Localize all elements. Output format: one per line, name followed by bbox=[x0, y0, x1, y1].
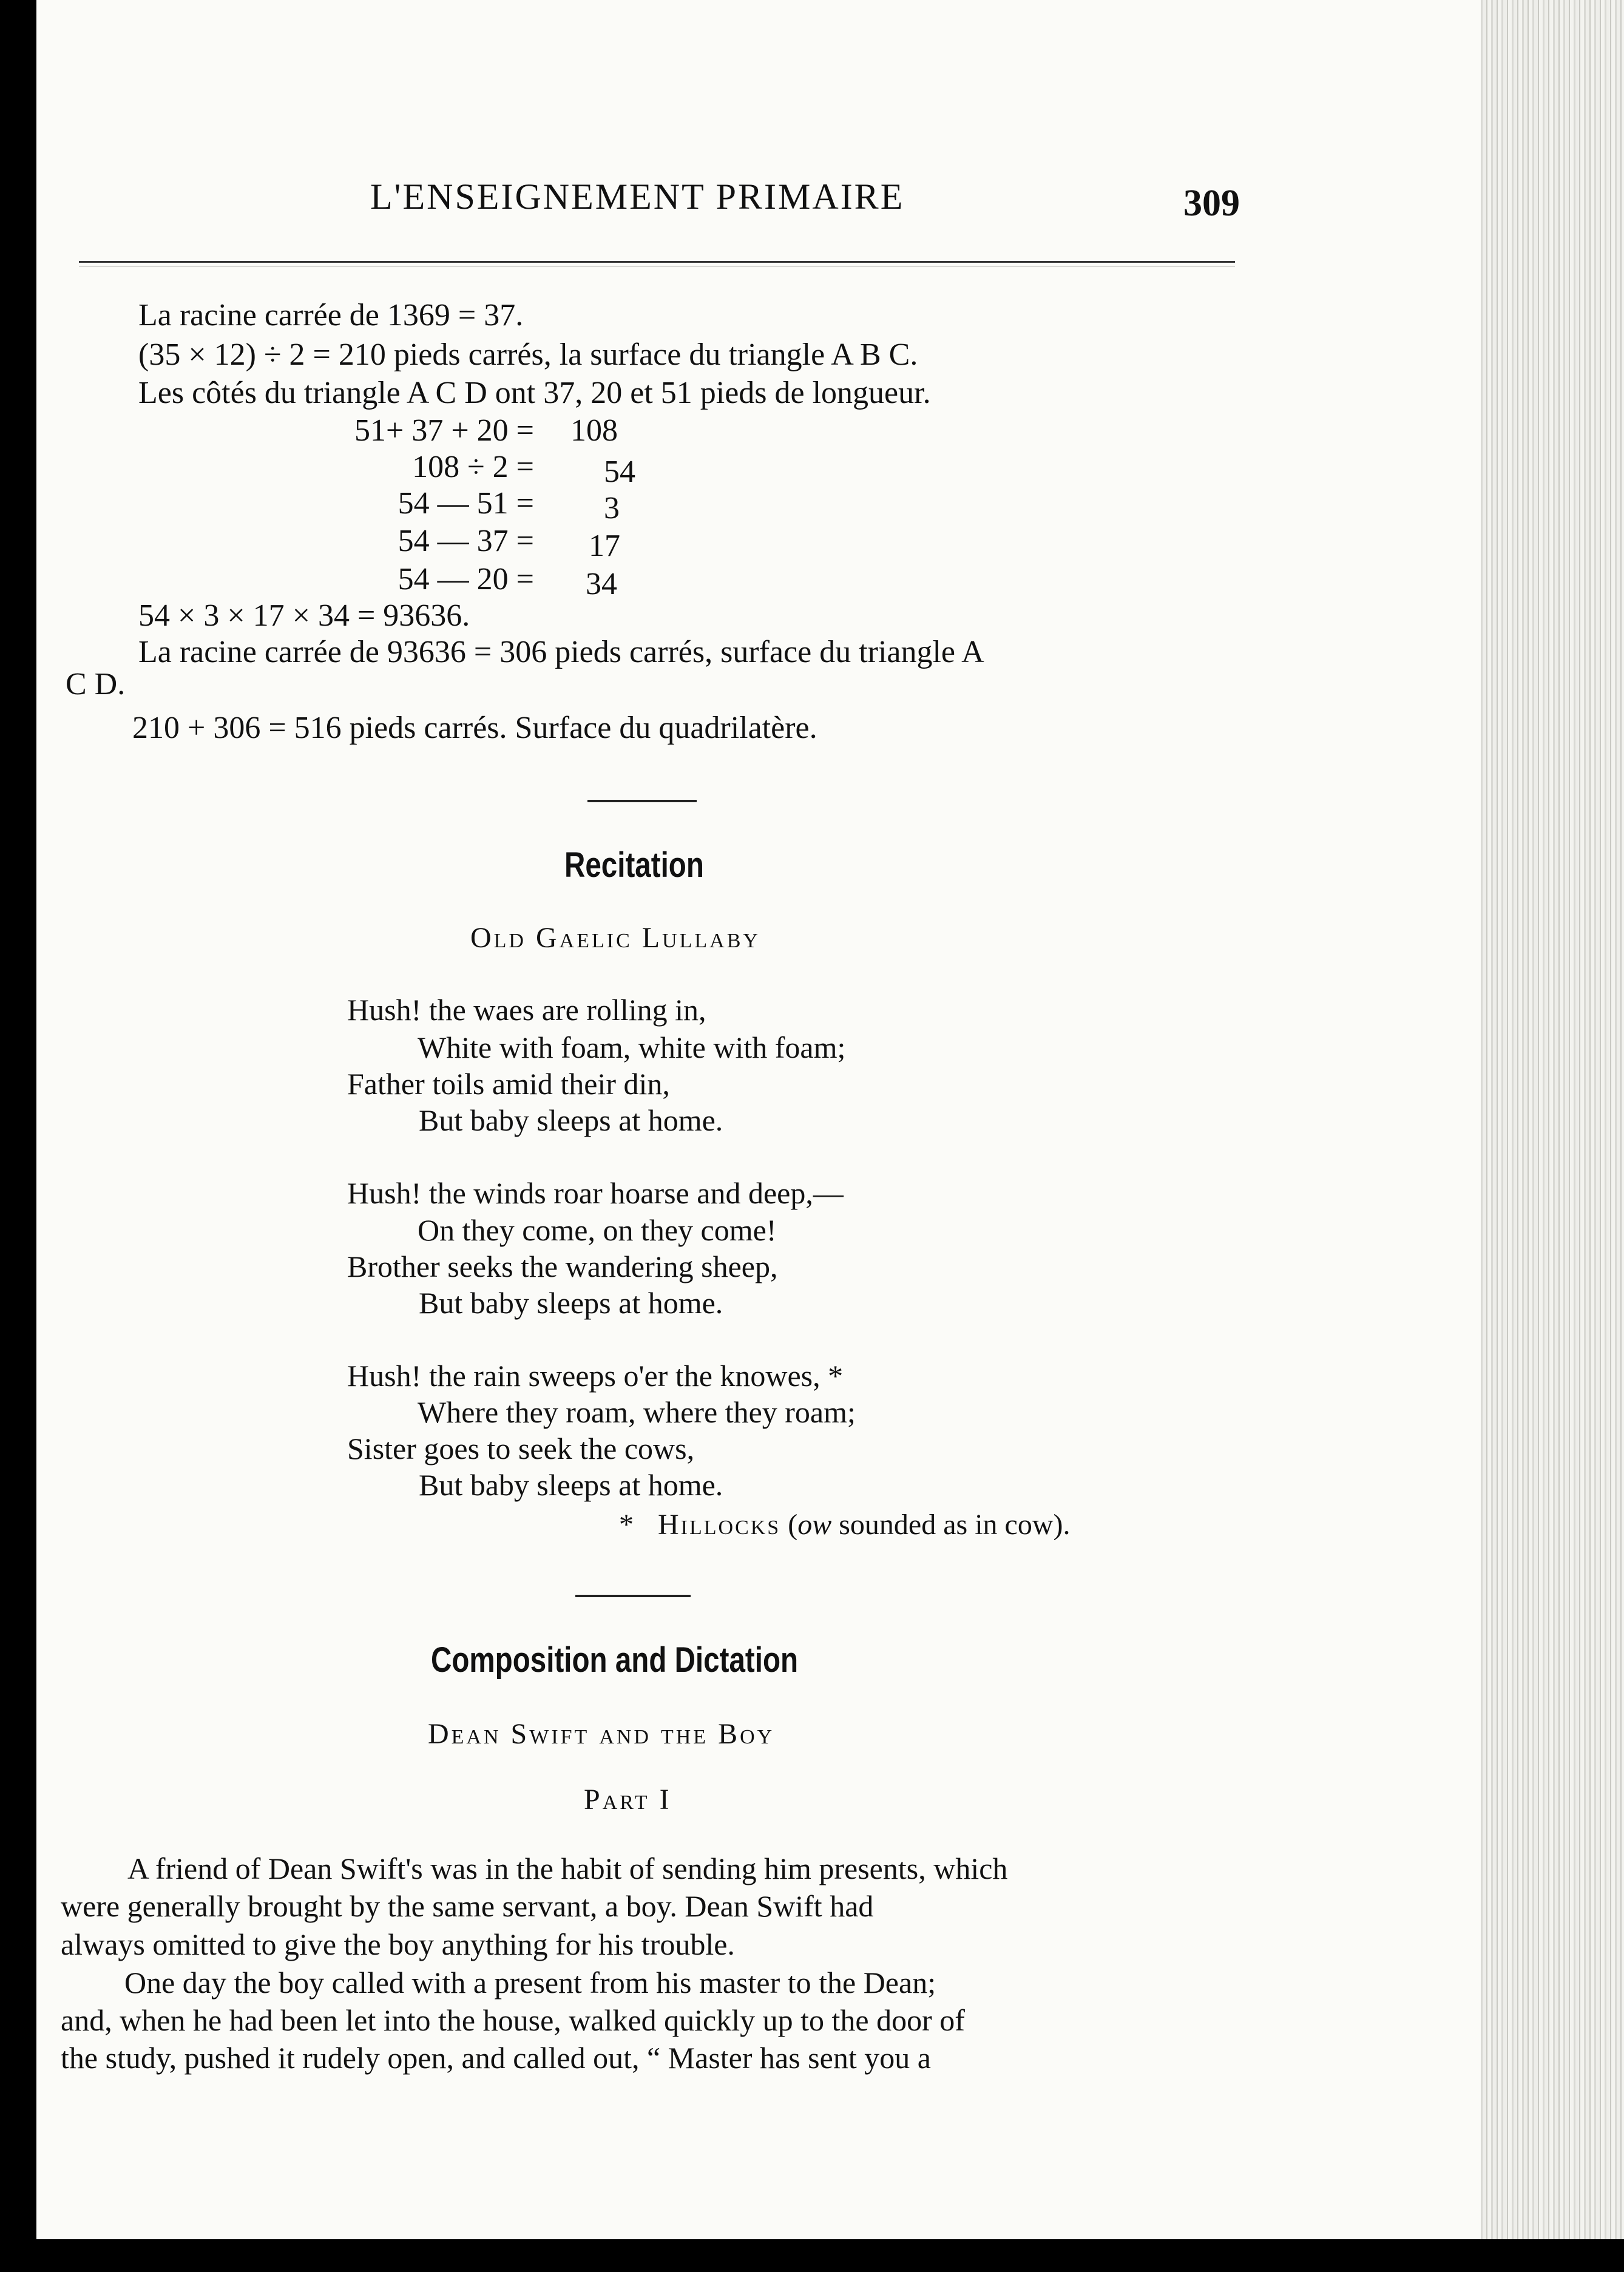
poem-line: Brother seeks the wandering sheep, bbox=[347, 1249, 778, 1283]
poem-line: Hush! the rain sweeps o'er the knowes, * bbox=[347, 1359, 844, 1393]
poem-line: White with foam, white with foam; bbox=[418, 1030, 846, 1064]
paragraph-line: and, when he had been let into the house, walked quickly up to the door of bbox=[61, 2003, 965, 2037]
header-rule bbox=[79, 261, 1235, 263]
book-gutter bbox=[1481, 0, 1624, 2272]
paragraph-line: always omitted to give the boy anything for his trouble. bbox=[61, 1927, 735, 1961]
calc-right-5: 34 bbox=[586, 567, 617, 601]
footnote-word: Hillocks bbox=[658, 1509, 781, 1541]
poem-title: Old Gaelic Lullaby bbox=[470, 922, 760, 954]
recitation-heading: Recitation bbox=[564, 845, 704, 885]
footnote-ow: ow bbox=[797, 1509, 832, 1541]
running-title: L'ENSEIGNEMENT PRIMAIRE bbox=[370, 177, 905, 217]
composition-heading: Composition and Dictation bbox=[431, 1640, 799, 1680]
calc-right-1: 108 bbox=[570, 413, 618, 448]
math-root: La racine carrée de 93636 = 306 pieds carrés, surface du triangle A bbox=[138, 635, 984, 669]
calc-left-4: 54 — 37 = bbox=[398, 524, 534, 558]
poem-footnote bbox=[619, 1508, 1070, 1541]
poem-line: But baby sleeps at home. bbox=[419, 1103, 723, 1137]
footnote-rest: sounded as in cow). bbox=[831, 1509, 1071, 1541]
math-root-cont: C D. bbox=[66, 667, 126, 702]
story-part: Part I bbox=[584, 1783, 672, 1816]
poem-line: Father toils amid their din, bbox=[347, 1067, 670, 1101]
footnote-paren: ( bbox=[788, 1509, 798, 1541]
math-product: 54 × 3 × 17 × 34 = 93636. bbox=[138, 598, 470, 633]
poem-line: But baby sleeps at home. bbox=[419, 1468, 723, 1502]
paragraph-line: One day the boy called with a present from his master to the Dean; bbox=[124, 1966, 936, 2000]
footnote-star: * bbox=[619, 1509, 634, 1541]
math-line-1: La racine carrée de 1369 = 37. bbox=[138, 298, 524, 333]
poem-line: Hush! the winds roar hoarse and deep,— bbox=[347, 1176, 844, 1210]
section-divider bbox=[575, 1595, 691, 1597]
section-divider bbox=[587, 800, 697, 802]
calc-right-4: 17 bbox=[589, 529, 620, 563]
poem-line: But baby sleeps at home. bbox=[419, 1286, 723, 1320]
calc-right-2: 54 bbox=[604, 455, 635, 489]
poem-line: On they come, on they come! bbox=[418, 1213, 777, 1247]
scan-border bbox=[0, 2239, 1624, 2272]
calc-left-3: 54 — 51 = bbox=[398, 486, 534, 521]
calc-left-5: 54 — 20 = bbox=[398, 562, 534, 597]
paragraph-line: A friend of Dean Swift's was in the habit of sending him presents, which bbox=[127, 1851, 1008, 1885]
page-number: 309 bbox=[1183, 183, 1240, 224]
story-title: Dean Swift and the Boy bbox=[428, 1718, 775, 1750]
calc-left-2: 108 ÷ 2 = bbox=[412, 450, 534, 484]
poem-line: Hush! the waes are rolling in, bbox=[347, 993, 706, 1027]
math-line-2: (35 × 12) ÷ 2 = 210 pieds carrés, la surface du triangle A B C. bbox=[138, 337, 918, 372]
paragraph-line: were generally brought by the same servant, a boy. Dean Swift had bbox=[61, 1889, 874, 1923]
calc-right-3: 3 bbox=[604, 491, 620, 526]
poem-line: Where they roam, where they roam; bbox=[418, 1395, 856, 1429]
paragraph-line: the study, pushed it rudely open, and called out, “ Master has sent you a bbox=[61, 2041, 931, 2075]
poem-line: Sister goes to seek the cows, bbox=[347, 1432, 695, 1466]
calc-left-1: 51+ 37 + 20 = bbox=[354, 413, 534, 448]
math-line-3: Les côtés du triangle A C D ont 37, 20 et 51 pieds de longueur. bbox=[138, 376, 931, 410]
math-sum: 210 + 306 = 516 pieds carrés. Surface du quadrilatère. bbox=[132, 711, 817, 745]
